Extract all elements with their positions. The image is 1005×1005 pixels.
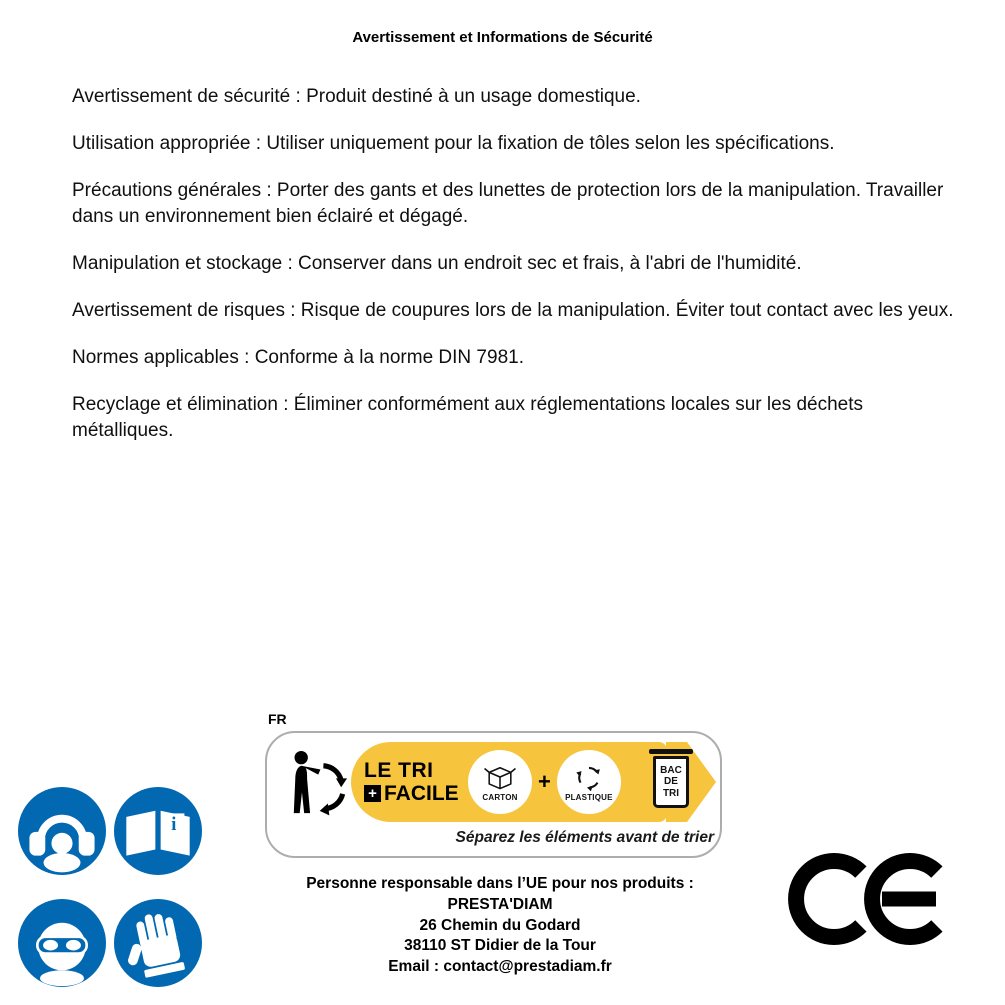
safety-paragraph: Utilisation appropriée : Utiliser uniquement pour la fixation de tôles selon les spécifications. bbox=[72, 133, 835, 154]
safety-paragraphs bbox=[72, 84, 954, 465]
wear-ear-protection-sign bbox=[18, 787, 106, 875]
bin-lid-icon bbox=[649, 749, 693, 754]
address-line: 26 Chemin du Godard bbox=[419, 916, 581, 934]
safety-paragraph: Avertissement de risques : Risque de coupures lors de la manipulation. Éviter tout contact avec les yeux. bbox=[72, 300, 954, 321]
bin-body-icon: BAC DE TRI bbox=[653, 756, 689, 808]
safety-paragraph: Manipulation et stockage : Conserver dans un endroit sec et frais, à l'abri de l'humidité. bbox=[72, 253, 802, 274]
mandatory-pictograms bbox=[18, 787, 202, 987]
tri-facile-label bbox=[265, 731, 722, 858]
safety-paragraph: Normes applicables : Conforme à la norme DIN 7981. bbox=[72, 347, 524, 368]
read-instruction-manual-sign bbox=[114, 787, 202, 875]
bac-de-tri-bin bbox=[647, 749, 695, 808]
plus-separator: + bbox=[538, 769, 551, 794]
recycle-symbol-icon bbox=[575, 763, 603, 791]
instruction-manual-icon bbox=[114, 787, 202, 875]
material-carton: CARTON bbox=[468, 750, 532, 814]
safety-goggles-icon bbox=[18, 899, 106, 987]
safety-paragraph: Recyclage et élimination : Éliminer conformément aux réglementations locales sur les déchets métalliques. bbox=[72, 394, 863, 441]
ear-protection-icon bbox=[18, 787, 106, 875]
carton-box-icon bbox=[483, 763, 517, 791]
ce-mark-icon bbox=[786, 851, 956, 947]
responsible-party-block bbox=[250, 874, 750, 978]
company-name: PRESTA'DIAM bbox=[447, 895, 553, 913]
responsible-heading: Personne responsable dans l’UE pour nos produits : bbox=[306, 875, 694, 892]
svg-text:i: i bbox=[171, 814, 177, 835]
wear-eye-protection-sign bbox=[18, 899, 106, 987]
country-code-label: FR bbox=[268, 711, 287, 727]
le-tri-facile-logo: LE TRI + FACILE bbox=[364, 759, 459, 805]
safety-paragraph: Avertissement de sécurité : Produit destiné à un usage domestique. bbox=[72, 86, 641, 107]
tri-banner bbox=[351, 742, 717, 822]
protective-gloves-icon bbox=[114, 899, 202, 987]
sorting-instruction: Séparez les éléments avant de trier bbox=[455, 829, 714, 846]
page-title: Avertissement et Informations de Sécurité bbox=[352, 29, 653, 46]
plus-icon: + bbox=[364, 785, 381, 802]
address-line: 38110 ST Didier de la Tour bbox=[404, 937, 596, 955]
safety-paragraph: Précautions générales : Porter des gants et des lunettes de protection lors de la manipulation. Travailler dans un environnement bien éclairé et dégagé. bbox=[72, 180, 944, 227]
contact-email: Email : contact@prestadiam.fr bbox=[388, 958, 612, 976]
wear-protective-gloves-sign bbox=[114, 899, 202, 987]
material-plastique: PLASTIQUE bbox=[557, 750, 621, 814]
triman-icon bbox=[279, 743, 353, 827]
